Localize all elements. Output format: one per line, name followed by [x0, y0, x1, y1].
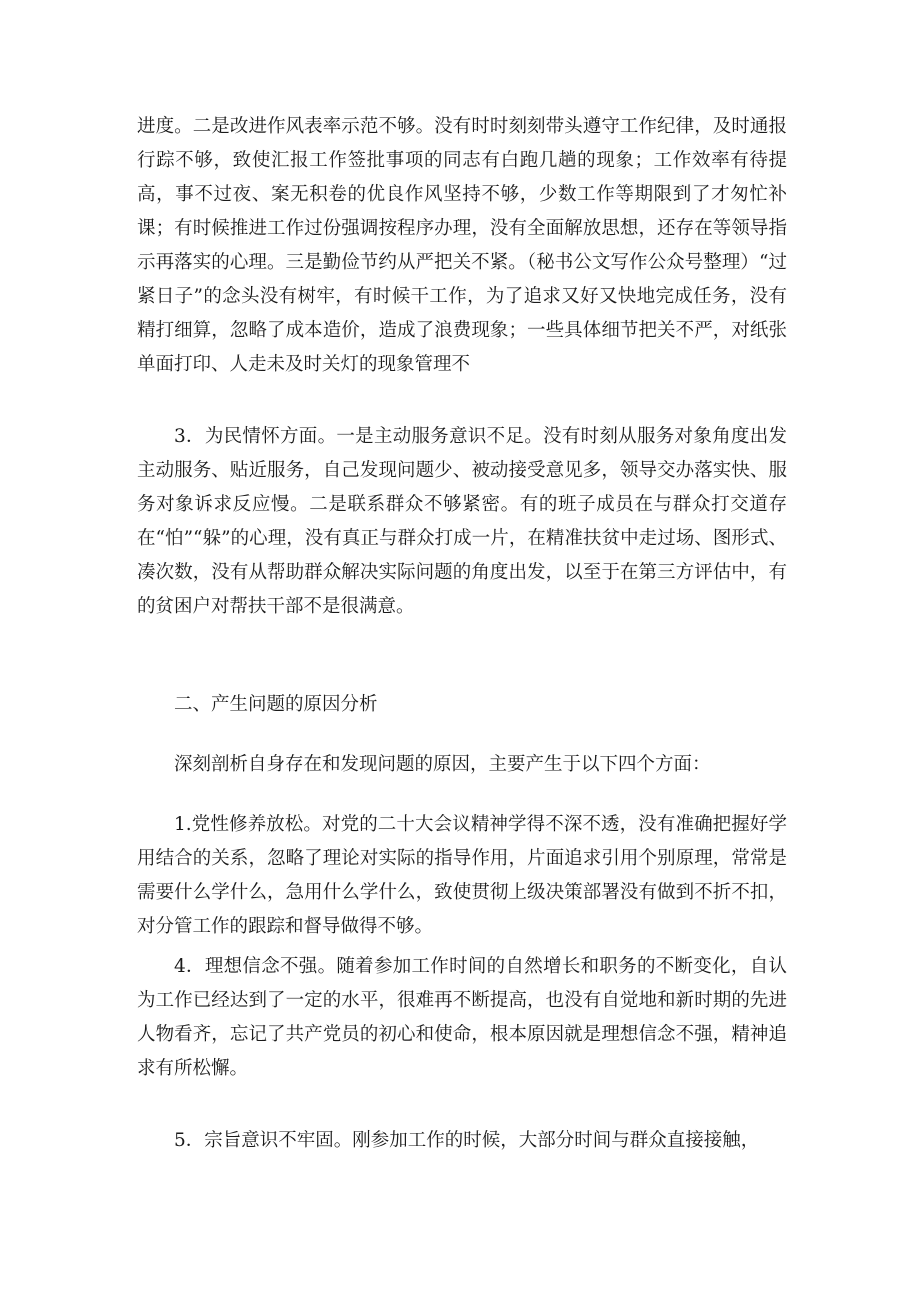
paragraph-party-spirit: 1.党性修养放松。对党的二十大会议精神学得不深不透，没有准确把握好学用结合的关系，忽略了理论对实际的指导作用，片面追求引用个别原理，常常是需要什么学什么，急用什么学什么，致使贯彻上级决策部署没有做到不折不扣，对分管工作的跟踪和督导做得不够。	[137, 814, 787, 937]
paragraph-ideals-beliefs: 4．理想信念不强。随着参加工作时间的自然增长和职务的不断变化，自认为工作已经达到了一定的水平，很难再不断提高，也没有自觉地和新时期的先进人物看齐，忘记了共产党员的初心和使命，根本原因就是理想信念不强，精神追求有所松懈。	[137, 956, 787, 1079]
paragraph-work-style: 进度。二是改进作风表率示范不够。没有时时刻刻带头遵守工作纪律，及时通报行踪不够，致使汇报工作签批事项的同志有白跑几趟的现象；工作效率有待提高，事不过夜、案无积卷的优良作风坚持不够，少数工作等期限到了才匆忙补课；有时候推进工作过份强调按程序办理，没有全面解放思想，还存在等领导指示再落实的心理。三是勤俭节约从严把关不紧。（秘书公文写作公众号整理）“过紧日子”的念头没有树牢，有时候干工作，为了追求又好又快地完成任务，没有精打细算，忽略了成本造价，造成了浪费现象；一些具体细节把关不严，对纸张单面打印、人走未及时关灯的现象管理不	[137, 116, 787, 375]
paragraph-people-sentiment: 3．为民情怀方面。一是主动服务意识不足。没有时刻从服务对象角度出发主动服务、贴近服务，自己发现问题少、被动接受意见多，领导交办落实快、服务对象诉求反应慢。二是联系群众不够紧密。有的班子成员在与群众打交道存在“怕”“躲”的心理，没有真正与群众打成一片，在精准扶贫中走过场、图形式、凑次数，没有从帮助群众解决实际问题的角度出发，以至于在第三方评估中，有的贫困户对帮扶干部不是很满意。	[137, 426, 787, 617]
section-heading-cause-analysis: 二、产生问题的原因分析	[174, 694, 378, 715]
paragraph-cause-intro: 深刻剖析自身存在和发现问题的原因，主要产生于以下四个方面：	[174, 754, 711, 775]
paragraph-purpose-awareness: 5．宗旨意识不牢固。刚参加工作的时候，大部分时间与群众直接接触，	[174, 1130, 760, 1151]
